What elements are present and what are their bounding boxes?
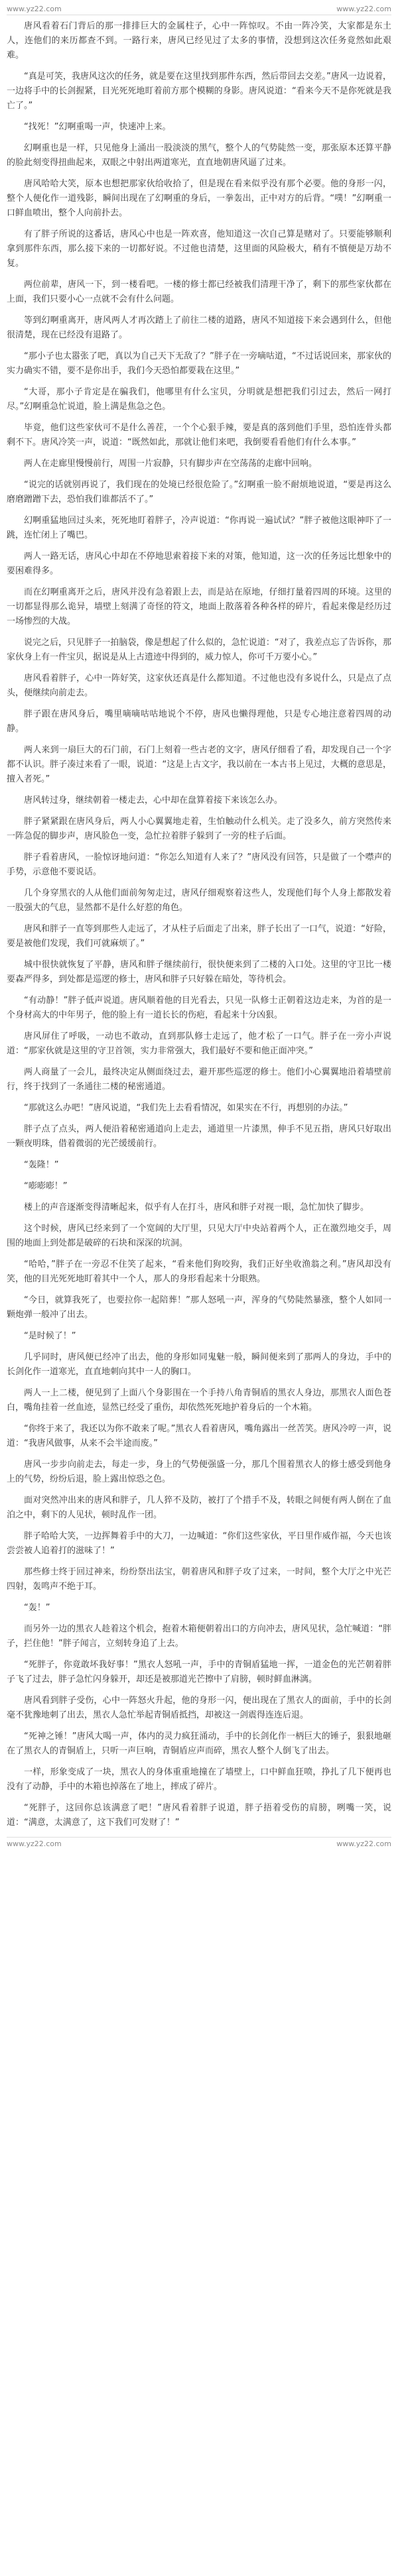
- paragraph: 两人一上二楼，便见到了上面八个身影围在一个手持八角青铜盾的黑衣人身边，那黑衣人面色苍白，嘴角挂着一丝血迹，显然已经受了重伤，却依然死死地护着身后的一个木箱。: [7, 1388, 391, 1413]
- paragraph: 两人一路无话，唐风心中却在不停地思索着接下来的对策，他知道，这一次的任务远比想象中的要困难得多。: [7, 552, 391, 576]
- paragraph: 幻啊重也是一样，只见他身上涌出一股淡淡的黑气，整个人的气势陡然一变，那张原本还算平静的脸此刻变得扭曲起来，双眼之中射出两道寒光，直直地朝唐风逼了过来。: [7, 143, 391, 168]
- paragraph: 几个身穿黑衣的人从他们面前匆匆走过，唐风仔细观察着这些人，发现他们每个人身上都散发着一股强大的气息，显然都不是什么好惹的角色。: [7, 888, 391, 913]
- paragraph: “大哥，那小子肯定是在骗我们，他哪里有什么宝贝，分明就是想把我们引过去，然后一网打尽。”幻啊重急忙说道，脸上满是焦急之色。: [7, 387, 391, 412]
- paragraph: “说完的话就别再说了，我们现在的处境已经很危险了。”幻啊重一脸不耐烦地说道，“要是再这么磨磨蹭蹭下去，恐怕我们谁都活不了。”: [7, 480, 391, 504]
- paragraph: 毕竟，他们这些家伙可不是什么善茬，一个个心狠手辣，要是真的落到他们手里，恐怕连骨头都剩不下。唐风冷笑一声，说道：“既然如此，那就让他们来吧，我倒要看看他们有什么本事。”: [7, 423, 391, 447]
- paragraph: “嘭嘭嘭！”: [24, 1181, 68, 1191]
- site-url-right[interactable]: www.yz22.com: [336, 4, 391, 13]
- site-url-left[interactable]: www.yz22.com: [7, 1839, 62, 1848]
- site-url-left[interactable]: www.yz22.com: [7, 4, 62, 13]
- paragraph: 唐风转过身，继续朝着一楼走去，心中却在盘算着接下来该怎么办。: [24, 795, 283, 805]
- paragraph: “那就这么办吧！”唐风说道，“我们先上去看看情况，如果实在不行，再想别的办法。”: [24, 1103, 348, 1113]
- page-footer: [7, 1837, 391, 1849]
- paragraph: 唐风屏住了呼吸，一动也不敢动，直到那队修士走远了，他才松了一口气。胖子在一旁小声说道：“那家伙就是这里的守卫首领，实力非常强大，我们最好不要和他正面冲突。”: [7, 1031, 391, 1056]
- paragraph: 唐风一步步向前走去，每走一步，身上的气势便强盛一分，那几个围着黑衣人的修士感受到他身上的气势，纷纷后退，脸上露出惊恐之色。: [7, 1460, 391, 1484]
- paragraph: “那小子也太嚣张了吧，真以为自己天下无敌了？”胖子在一旁嘀咕道，“不过话说回来，那家伙的实力确实不错，要不是你出手，我们今天恐怕都要栽在这里。”: [7, 351, 391, 376]
- paragraph: “死神之锤！”唐风大喝一声，体内的灵力疯狂涌动，手中的长剑化作一柄巨大的锤子，狠狠地砸在了黑衣人的青铜盾上，只听一声巨响，青铜盾应声而碎，黑衣人整个人倒飞了出去。: [7, 1731, 391, 1756]
- paragraph: 唐风看到胖子受伤，心中一阵怒火升起，他的身形一闪，便出现在了黑衣人的面前，手中的长剑毫不犹豫地刺了出去，黑衣人急忙举起青铜盾抵挡，却被这一剑震得连连后退。: [7, 1696, 391, 1720]
- paragraph: 唐风看着石门背后的那一排排巨大的金属柱子，心中一阵惊叹。不由一阵冷笑，大家都是东土人，连他们的来历都查不到。一路行来，唐风已经见过了太多的事情，没想到这次任务竟然如此艰难。: [7, 21, 391, 60]
- paragraph: “你终于来了，我还以为你不敢来了呢。”黑衣人看着唐风，嘴角露出一丝苦笑。唐风冷哼一声，说道：“我唐风做事，从来不会半途而废。”: [7, 1424, 391, 1448]
- paragraph: 唐风看着胖子，心中一阵好笑，这家伙还真是什么都知道。不过他也没有多说什么，只是点了点头，便继续向前走去。: [7, 673, 391, 698]
- paragraph: 胖子点了点头，两人便沿着秘密通道向上走去，通道里一片漆黑，伸手不见五指，唐风只好取出一颗夜明珠，借着微弱的光芒缓缓前行。: [7, 1124, 391, 1149]
- paragraph: 幻啊重猛地回过头来，死死地盯着胖子，冷声说道：“你再说一遍试试？”胖子被他这眼神吓了一跳，连忙闭上了嘴巴。: [7, 516, 391, 540]
- paragraph: 唐风哈哈大笑，原本也想把那家伙给收拾了，但是现在看来似乎没有那个必要。他的身形一闪，整个人便化作一道残影，瞬间出现在了幻啊重的身后，一拳轰出，正中对方的后背。“噗！”幻啊重一口鲜血喷出，整个人向前扑去。: [7, 179, 391, 218]
- paragraph: 胖子哈哈大笑，一边挥舞着手中的大刀，一边喊道：“你们这些家伙，平日里作威作福，今天也该尝尝被人追着打的滋味了！”: [7, 1531, 391, 1556]
- paragraph: “是时候了！”: [24, 1331, 76, 1341]
- paragraph: 胖子紧紧跟在唐风身后，两人小心翼翼地走着，生怕触动什么机关。走了没多久，前方突然传来一阵急促的脚步声，唐风脸色一变，急忙拉着胖子躲到了一旁的柱子后面。: [7, 817, 391, 841]
- paragraph: 几乎同时，唐风便已经冲了出去，他的身形如同鬼魅一般，瞬间便来到了那两人的身边，手中的长剑化作一道寒光，直直地刺向其中一人的胸口。: [7, 1352, 391, 1377]
- paragraph: 而另外一边的黑衣人趁着这个机会，抱着木箱便朝着出口的方向冲去，唐风见状，急忙喊道：“胖子，拦住他！”胖子闻言，立刻转身追了上去。: [7, 1624, 391, 1649]
- page-header: [7, 3, 391, 15]
- paragraph: 那些修士终于回过神来，纷纷祭出法宝，朝着唐风和胖子攻了过来，一时间，整个大厅之中光芒四射，轰鸣声不绝于耳。: [7, 1567, 391, 1592]
- paragraph: 两人来到一扇巨大的石门前，石门上刻着一些古老的文字，唐风仔细看了看，却发现自己一个字都不认识。胖子凑过来看了一眼，说道：“这是上古文字，我以前在一本古书上见过，大概的意思是，擅入者死。”: [7, 745, 391, 784]
- paragraph: “轰！”: [24, 1603, 50, 1613]
- paragraph: 两人在走廊里慢慢前行，周围一片寂静，只有脚步声在空荡荡的走廊中回响。: [24, 459, 318, 469]
- paragraph: “哈哈，”胖子在一旁忍不住笑了起来，“看来他们狗咬狗，我们正好坐收渔翁之利。”唐风却没有笑，他的目光死死地盯着其中一个人，那人的身形看起来十分眼熟。: [7, 1259, 391, 1284]
- paragraph: 说完之后，只见胖子一拍脑袋，像是想起了什么似的，急忙说道：“对了，我差点忘了告诉你，那家伙身上有一件宝贝，据说是从上古遗迹中得到的，威力惊人，你可千万要小心。”: [7, 638, 391, 662]
- paragraph: 面对突然冲出来的唐风和胖子，几人猝不及防，被打了个措手不及，转眼之间便有两人倒在了血泊之中，剩下的人见状，顿时乱作一团。: [7, 1495, 391, 1520]
- paragraph: 胖子跟在唐风身后，嘴里嘀嘀咕咕地说个不停，唐风也懒得理他，只是专心地注意着四周的动静。: [7, 709, 391, 734]
- paragraph: 等到幻啊重离开，唐风两人才再次踏上了前往二楼的道路，唐风不知道接下来会遇到什么，但他很清楚，现在已经没有退路了。: [7, 316, 391, 340]
- article-body: [7, 19, 391, 1830]
- paragraph: “真是可笑，我唐风这次的任务，就是要在这里找到那件东西，然后带回去交差。”唐风一边说着，一边将手中的长剑握紧，目光死死地盯着前方那个模糊的身影。唐风说道：“看来今天不是你死就是我亡了。”: [7, 72, 391, 111]
- paragraph: 楼上的声音逐渐变得清晰起来，似乎有人在打斗，唐风和胖子对视一眼，急忙加快了脚步。: [24, 1202, 369, 1212]
- paragraph: “找死！”幻啊重喝一声，快速冲上来。: [24, 122, 171, 132]
- paragraph: “死胖子，这回你总该满意了吧！”唐风看着胖子说道，胖子捂着受伤的肩膀，咧嘴一笑，说道：“满意，太满意了，这下我们可发财了！”: [7, 1803, 391, 1828]
- paragraph: “有动静！”胖子低声说道。唐风顺着他的目光看去，只见一队修士正朝着这边走来，为首的是一个身材高大的中年男子，他的脸上有一道长长的伤疤，看起来十分凶狠。: [7, 996, 391, 1020]
- paragraph: 胖子看着唐风，一脸惊讶地问道：“你怎么知道有人来了？”唐风没有回答，只是做了一个噤声的手势，示意他不要说话。: [7, 852, 391, 877]
- paragraph: “轰隆！”: [24, 1160, 59, 1170]
- paragraph: 这个时候，唐风已经来到了一个宽阔的大厅里，只见大厅中央站着两个人，正在激烈地交手，周围的地面上到处都是破碎的石块和深深的坑洞。: [7, 1224, 391, 1248]
- paragraph: 有了胖子所说的这番话，唐风心中也是一阵欢喜，他知道这一次自己算是赌对了。只要能够顺利拿到那件东西，那么接下来的一切都好说。不过他也清楚，这里面的风险极大，稍有不慎便是万劫不复。: [7, 229, 391, 268]
- paragraph: 两位前辈，唐风一下，到一楼看吧。一楼的修士都已经被我们清理干净了，剩下的那些家伙都在上面，我们只要小心一点就不会有什么问题。: [7, 280, 391, 304]
- paragraph: 两人商量了一会儿，最终决定从侧面绕过去，避开那些巡逻的修士。他们小心翼翼地沿着墙壁前行，终于找到了一条通往二楼的秘密通道。: [7, 1067, 391, 1092]
- paragraph: 城中很快就恢复了平静，唐风和胖子继续前行，很快便来到了二楼的入口处。这里的守卫比一楼要森严得多，到处都是巡逻的修士，唐风和胖子只好躲在暗处，等待机会。: [7, 960, 391, 984]
- site-url-right[interactable]: www.yz22.com: [336, 1839, 391, 1848]
- paragraph: 一样，形象变成了一块，黑衣人的身体重重地撞在了墙壁上，口中鲜血狂喷，挣扎了几下便再也没有了动静，手中的木箱也掉落在了地上，摔成了碎片。: [7, 1767, 391, 1792]
- paragraph: “死胖子，你竟敢坏我好事！”黑衣人怒吼一声，手中的青铜盾猛地一挥，一道金色的光芒朝着胖子飞了过去，胖子急忙闪身躲开，却还是被那道光芒擦中了肩膀，顿时鲜血淋漓。: [7, 1660, 391, 1684]
- paragraph: 而在幻啊重离开之后，唐风并没有急着跟上去，而是站在原地，仔细打量着四周的环境。这里的一切都显得那么诡异，墙壁上刻满了奇怪的符文，地面上散落着各种各样的碎片，看起来像是经历过一场惨烈的大战。: [7, 587, 391, 626]
- paragraph: “今日，就算我死了，也要拉你一起陪葬！”那人怒吼一声，浑身的气势陡然暴涨，整个人如同一颗炮弹一般冲了出去。: [7, 1295, 391, 1320]
- paragraph: 唐风和胖子一直等到那些人走远了，才从柱子后面走了出来，胖子长出了一口气，说道：“好险，要是被他们发现，我们可就麻烦了。”: [7, 924, 391, 949]
